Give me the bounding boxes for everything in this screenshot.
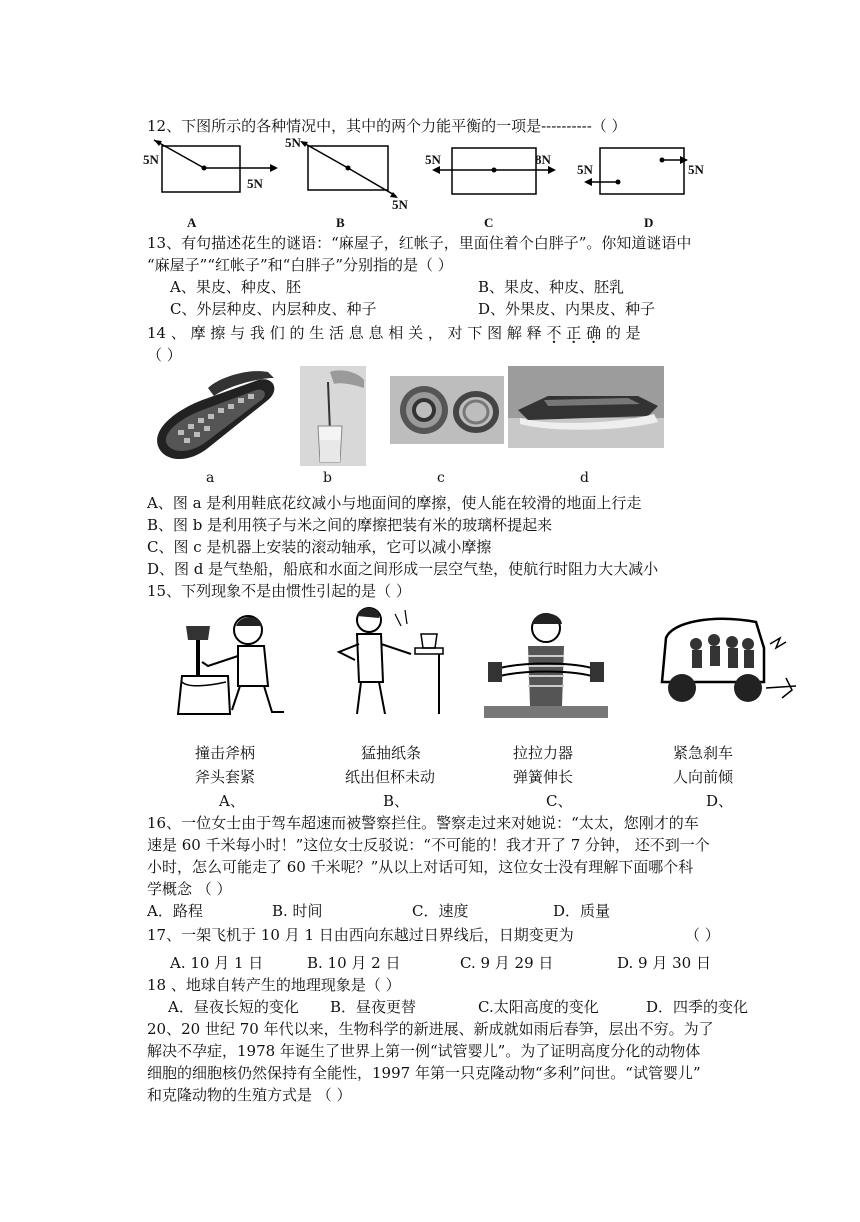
q16-option-a: A．路程 [147,902,203,920]
q15-caption-a-line1: 撞击斧柄 [195,744,256,762]
q15-caption-b-line2: 纸出但杯未动 [345,768,436,786]
q14-stem-line1 [147,322,641,344]
q15-caption-c-line2: 弹簧伸长 [513,768,574,786]
q12-c-label: C [484,215,494,230]
q16-line1: 16、一位女士由于驾车超速而被警察拦住。警察走过来对她说：“太太，您刚才的车 [147,814,699,832]
chest-expander-image [484,606,608,718]
q15-option-d: D、 [706,792,734,810]
q18-option-b: B．昼夜更替 [330,998,417,1016]
q13-option-d: D、外果皮、内果皮、种子 [478,300,656,318]
q14-label-d: d [580,470,589,486]
q16-line2: 速是 60 千米每小时！”这位女士反驳说：“不可能的！我才开了 7 分钟， 还不到一个 [147,836,710,854]
q12-b-label: B [336,215,345,230]
q13-option-b: B、果皮、种皮、胚乳 [478,278,625,296]
q14-emph-2: 正 [566,324,582,342]
q17-answer-paren: （ ） [685,926,720,944]
q14-option-b: B、图 b 是利用筷子与米之间的摩擦把装有米的玻璃杯提起来 [147,516,553,534]
q14-label-a: a [206,470,215,486]
q18-option-d: D．四季的变化 [646,998,749,1016]
q12-d-force2: 5N [688,162,704,177]
glass-chopstick-image [300,366,366,466]
q12-b-force1: 5N [285,135,301,150]
q12-a-force2: 5N [247,176,263,191]
ball-bearing-image [390,376,504,444]
q16-option-c: C．速度 [412,902,469,920]
q12-figure-a [140,138,290,233]
q16-option-b: B. 时间 [272,902,323,920]
q14-emph-1: 不 [546,324,562,342]
q12-c-force1: 5N [425,152,441,167]
shoe-sole-image [148,368,280,466]
q18-option-c: C.太阳高度的变化 [478,998,599,1016]
q15-stem: 15、下列现象不是由惯性引起的是（ ） [147,582,411,600]
q13-option-a: A、果皮、种皮、胚 [170,278,301,296]
q12-d-force1: 5N [577,162,593,177]
q15-caption-a-line2: 斧头套紧 [195,768,256,786]
q20-line3: 细胞的细胞核仍然保持有全能性，1997 年第一只克隆动物“多利”问世。“试管婴儿” [147,1064,701,1082]
q12-stem: 12、下图所示的各种情况中，其中的两个力能平衡的一项是----------（ ） [147,117,627,135]
q18-option-a: A．昼夜长短的变化 [168,998,299,1016]
q14-option-c: C、图 c 是机器上安装的滚动轴承，它可以减小摩擦 [147,538,492,556]
q15-option-c: C、 [546,792,573,810]
q14-option-a: A、图 a 是利用鞋底花纹减小与地面间的摩擦，使人能在较滑的地面上行走 [147,494,642,512]
q13-option-c: C、外层种皮、内层种皮、种子 [170,300,377,318]
q12-b-force2: 5N [392,197,408,212]
q14-emph-3: 确 [586,324,602,342]
q15-option-b: B、 [383,792,410,810]
q17-option-a: A. 10 月 1 日 [170,954,264,972]
q17-option-b: B. 10 月 2 日 [307,954,401,972]
q12-c-force2: 8N [535,152,551,167]
hovercraft-image [508,366,664,448]
q15-caption-c-line1: 拉拉力器 [513,744,574,762]
q18-stem: 18 、地球自转产生的地理现象是（ ） [147,976,401,994]
q14-stem-pre: 14 、 摩 擦 与 我 们 的 生 活 息 息 相 关 ， 对 下 图 解 释 [147,324,542,342]
q14-label-c: c [437,470,445,486]
axe-handle-image [168,606,288,718]
q20-line2: 解决不孕症，1978 年诞生了世界上第一例“试管婴儿”。为了证明高度分化的动物体 [147,1042,701,1060]
q14-stem-line2: （ ） [147,346,182,364]
q20-line1: 20、20 世纪 70 年代以来，生物科学的新进展、新成就如雨后春笋，层出不穷。为了 [147,1020,714,1038]
q16-option-d: D．质量 [553,902,611,920]
q12-a-label: A [187,215,197,230]
q15-caption-b-line1: 猛抽纸条 [361,744,422,762]
q14-option-d: D、图 d 是气垫船，船底和水面之间形成一层空气垫，使航行时阻力大大减小 [147,560,659,578]
q16-line4: 学概念 （ ） [147,880,232,898]
q14-stem-post: 的 是 [605,324,641,342]
q13-stem-line1: 13、有句描述花生的谜语：“麻屋子，红帐子，里面住着个白胖子”。你知道谜语中 [147,234,692,252]
paper-strip-cup-image [335,604,455,718]
q17-option-d: D. 9 月 30 日 [617,954,711,972]
q20-line4: 和克隆动物的生殖方式是 （ ） [147,1086,352,1104]
q14-label-b: b [323,470,332,486]
q17-stem: 17、一架飞机于 10 月 1 日由西向东越过日界线后，日期变更为 [147,926,574,944]
q16-line3: 小时，怎么可能走了 60 千米呢？”从以上对话可知，这位女士没有理解下面哪个科 [147,858,694,876]
q12-d-label: D [644,215,654,230]
q15-option-a: A、 [219,792,245,810]
q13-stem-line2: “麻屋子”“红帐子”和“白胖子”分别指的是（ ） [147,256,453,274]
q17-option-c: C. 9 月 29 日 [460,954,554,972]
q12-figure-c [430,138,560,208]
q12-a-force1: 5N [143,152,159,167]
q15-caption-d-line2: 人向前倾 [673,768,734,786]
q15-caption-d-line1: 紧急刹车 [673,744,734,762]
emergency-brake-car-image [652,608,798,712]
